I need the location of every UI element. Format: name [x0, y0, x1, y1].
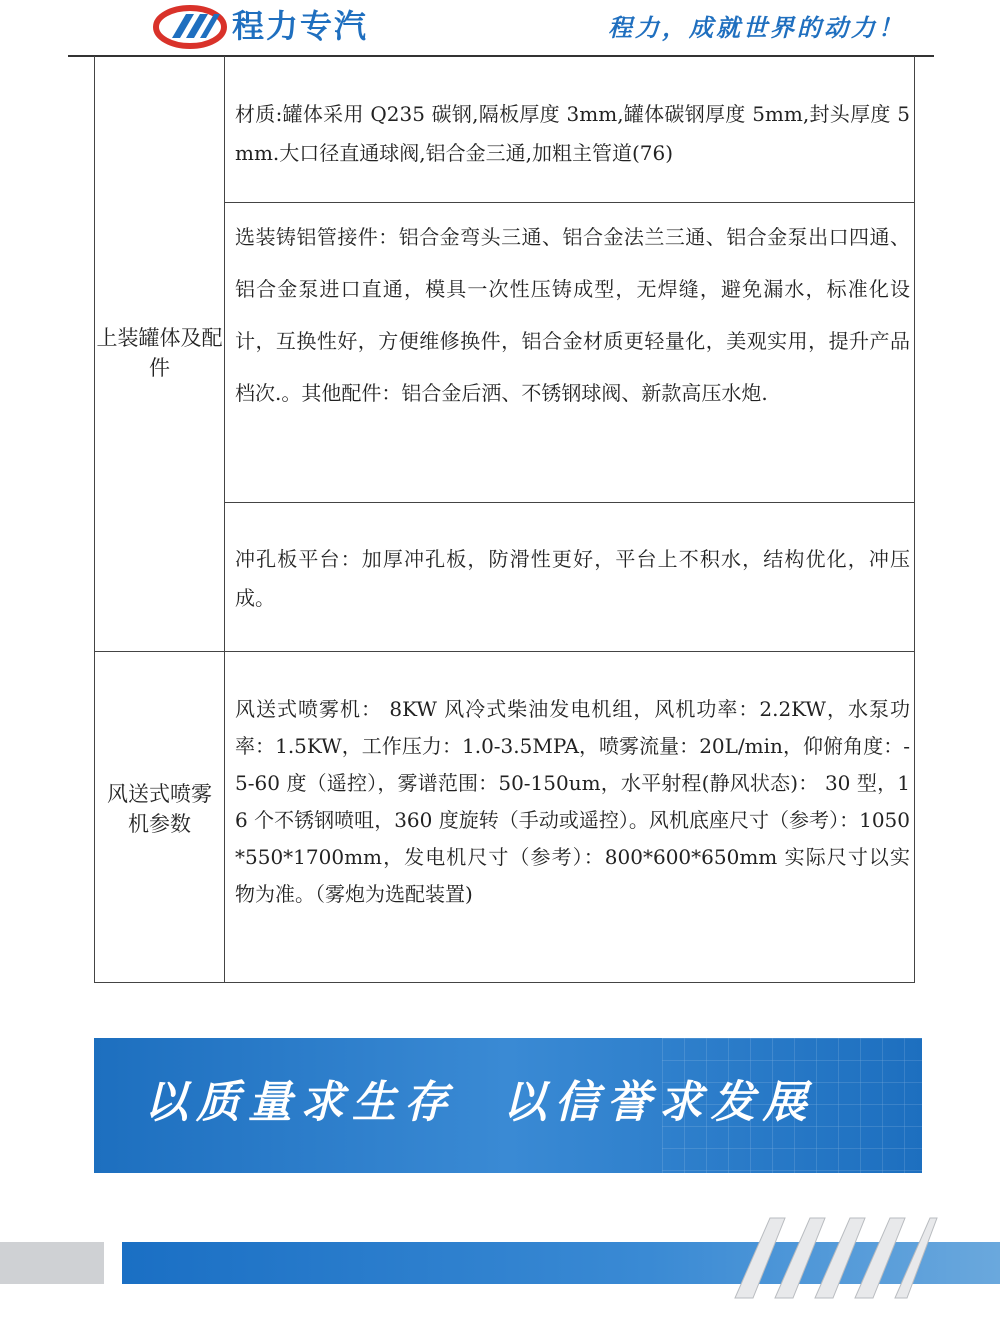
column-divider — [224, 56, 225, 982]
row-label-tank: 上装罐体及配件 — [96, 326, 223, 380]
table-cell-material: 材质:罐体采用 Q235 碳钢,隔板厚度 3mm,罐体碳钢厚度 5mm,封头厚度 5mm.大口径直通球阀,铝合金三通,加粗主管道(76) — [235, 102, 910, 165]
chevron-decoration-icon — [725, 1208, 945, 1308]
row-divider — [224, 502, 915, 503]
row-label-sprayer: 风送式喷雾机参数 — [107, 782, 212, 836]
brand-name: 程力专汽 — [232, 7, 369, 45]
row-divider — [224, 202, 915, 203]
table-cell-platform: 冲孔板平台：加厚冲孔板，防滑性更好，平台上不积水，结构优化，冲压成。 — [235, 547, 910, 610]
page-header — [0, 0, 1000, 58]
row-divider — [95, 651, 915, 652]
table-cell-sprayer: 风送式喷雾机： 8KW 风冷式柴油发电机组，风机功率：2.2KW，水泵功率：1.5KW，工作压力：1.0-3.5MPA，喷雾流量：20L/min，仰俯角度：-5-60 度（遥控），雾谱范围：50-150um，水平射程(静风状态)： 30 型，16 个不锈钢喷咀，360 度旋转（手动或遥控）。风机底座尺寸（参考）：1050*550*1700mm，发电机尺寸（参考）：800*600*650mm 实际尺寸以实物为准。（雾炮为选配装置) — [235, 697, 910, 906]
motto-text: 以质量求生存 以信誉求发展 — [144, 1077, 815, 1128]
motto-banner — [94, 1038, 922, 1173]
footer-gray-bar — [0, 1242, 104, 1284]
spec-table — [94, 56, 915, 983]
header-slogan: 程力，成就世界的动力！ — [608, 13, 905, 42]
table-cell-fittings: 选装铸铝管接件：铝合金弯头三通、铝合金法兰三通、铝合金泵出口四通、铝合金泵进口直通，模具一次性压铸成型，无焊缝，避免漏水，标准化设计，互换性好，方便维修换件，铝合金材质更轻量化，美观实用，提升产品档次.。其他配件：铝合金后洒、不锈钢球阀、新款高压水炮. — [235, 225, 910, 405]
